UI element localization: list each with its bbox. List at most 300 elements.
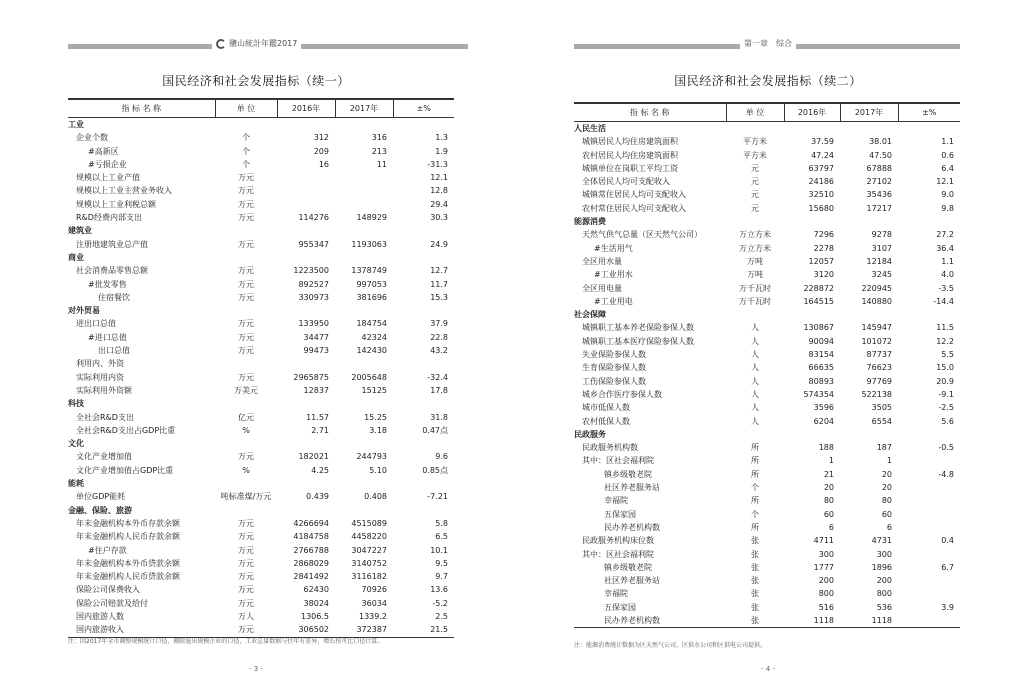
table-row — [68, 384, 454, 397]
value-2016-cell: 80893 — [808, 376, 834, 386]
indicator-name: 单位GDP能耗 — [76, 492, 126, 502]
value-2017-cell: 1 — [886, 456, 892, 466]
unit-cell: 万元 — [238, 332, 254, 342]
indicator-name: 国内旅游人数 — [76, 611, 124, 621]
indicator-name: 全社会R&D支出占GDP比重 — [76, 425, 176, 435]
value-2016-cell: 892527 — [298, 279, 329, 289]
table-header-row — [68, 99, 454, 118]
value-2017-cell — [335, 357, 393, 370]
value-2017-cell — [335, 477, 393, 490]
unit-cell: 个 — [242, 133, 250, 143]
value-2017-cell: 220945 — [861, 283, 892, 293]
indicator-name: 民政服务机构床位数 — [582, 536, 654, 546]
value-2016-cell: 1306.5 — [301, 611, 329, 621]
indicator-name: 保险公司保费收入 — [76, 585, 140, 595]
value-2017-cell: 15125 — [361, 385, 387, 395]
change-pct-cell: 43.2 — [430, 346, 448, 356]
change-pct-cell — [898, 494, 960, 507]
unit-cell: 人 — [751, 336, 759, 346]
change-pct-cell: 24.9 — [430, 239, 448, 249]
unit-cell: 张 — [751, 536, 759, 546]
change-pct-cell — [898, 548, 960, 561]
indicator-table — [574, 102, 960, 628]
unit-cell: 万立方米 — [739, 230, 771, 240]
indicator-name: 文化产业增加值 — [76, 452, 132, 462]
unit-cell: 个 — [242, 146, 250, 156]
indicator-name: 注册地建筑业总产值 — [76, 239, 148, 249]
unit-cell: % — [242, 425, 250, 435]
change-pct-cell: 3.9 — [941, 602, 954, 612]
change-pct-cell — [898, 308, 960, 321]
value-2017-cell — [840, 215, 898, 228]
table-row — [574, 149, 960, 162]
value-2017-cell: 1193063 — [351, 239, 387, 249]
indicator-name: 全区用水量 — [582, 256, 622, 266]
indicator-name: 实际利用外资额 — [76, 385, 132, 395]
table-row — [574, 188, 960, 201]
value-2017-cell: 997053 — [356, 279, 387, 289]
value-2016-cell: 11.57 — [306, 412, 329, 422]
table-row — [574, 481, 960, 494]
unit-cell: 万元 — [238, 186, 254, 196]
page-number: - 4 - — [761, 665, 775, 673]
indicator-name: 规模以上工业产值 — [76, 173, 140, 183]
change-pct-cell: 17.8 — [430, 385, 448, 395]
unit-cell: 个 — [242, 159, 250, 169]
change-pct-cell — [393, 224, 454, 237]
section-row — [574, 308, 960, 321]
unit-cell: 万吨 — [747, 256, 763, 266]
value-2017-cell: 1118 — [840, 614, 898, 628]
running-header: 第一章 综合 — [740, 38, 796, 49]
unit-cell — [215, 224, 277, 237]
footnote: 注：因2017年全市调整规模统计口径，剔除退出规模企业的口径，工业总量数据与往年有差异，增长按可比口径计算。 — [68, 638, 384, 645]
table-row — [574, 508, 960, 521]
value-2016-cell: 47.24 — [811, 150, 834, 160]
table-row — [574, 454, 960, 467]
table-row — [68, 517, 454, 530]
unit-cell: 万元 — [238, 532, 254, 542]
unit-cell: 万元 — [238, 598, 254, 608]
change-pct-cell: 12.2 — [936, 336, 954, 346]
indicator-name: 失业保险参保人数 — [582, 350, 646, 360]
value-2017-cell: 47.50 — [869, 150, 892, 160]
change-pct-cell — [898, 508, 960, 521]
unit-cell: 万元 — [238, 239, 254, 249]
indicator-name: 商业 — [68, 252, 84, 262]
indicator-name: #批发零售 — [88, 279, 127, 289]
value-2016-cell: 4266694 — [293, 518, 329, 528]
value-2017-cell: 0.408 — [364, 492, 387, 502]
change-pct-cell: 9.7 — [435, 572, 448, 582]
table-row — [68, 490, 454, 503]
unit-cell: 万立方米 — [739, 243, 771, 253]
change-pct-cell: 29.4 — [430, 199, 448, 209]
column-header: ±% — [898, 103, 960, 122]
value-2016-cell — [277, 437, 335, 450]
unit-cell — [726, 215, 784, 228]
value-2016-cell: 15680 — [808, 203, 834, 213]
indicator-table — [68, 98, 454, 638]
unit-cell — [726, 308, 784, 321]
value-2017-cell: 42324 — [361, 332, 387, 342]
indicator-name: 能源消费 — [574, 217, 606, 227]
change-pct-cell: 12.7 — [430, 266, 448, 276]
table-row — [68, 158, 454, 171]
table-row — [574, 162, 960, 175]
value-2016-cell — [784, 122, 840, 136]
value-2017-cell: 12184 — [866, 256, 892, 266]
change-pct-cell: 27.2 — [936, 230, 954, 240]
change-pct-cell — [393, 437, 454, 450]
change-pct-cell: 22.8 — [430, 332, 448, 342]
value-2016-cell: 1777 — [813, 562, 834, 572]
table-row — [574, 601, 960, 614]
unit-cell — [215, 357, 277, 370]
column-header: 2017年 — [840, 103, 898, 122]
indicator-name: 保险公司赔款及给付 — [76, 598, 148, 608]
indicator-name: 进出口总值 — [76, 319, 116, 329]
unit-cell: 所 — [751, 522, 759, 532]
indicator-name: 民政服务 — [574, 429, 606, 439]
value-2016-cell: 130867 — [803, 323, 834, 333]
unit-cell: 万元 — [238, 266, 254, 276]
indicator-name: 年末金融机构人民币贷款余额 — [76, 572, 180, 582]
table-row — [574, 401, 960, 414]
table-header-row — [574, 103, 960, 122]
running-header — [212, 38, 301, 49]
indicator-name: #亏损企业 — [88, 159, 127, 169]
value-2017-cell: 11 — [376, 159, 387, 169]
value-2016-cell: 62430 — [303, 585, 329, 595]
indicator-name: 城乡合作医疗参保人数 — [582, 389, 662, 399]
indicator-name: 实际利用内资 — [76, 372, 124, 382]
value-2016-cell — [277, 118, 335, 132]
value-2017-cell: 3107 — [871, 243, 892, 253]
change-pct-cell — [898, 454, 960, 467]
value-2017-cell: 3505 — [871, 403, 892, 413]
value-2016-cell: 209 — [313, 146, 329, 156]
value-2017-cell: 200 — [876, 576, 892, 586]
indicator-name: 生育保险参保人数 — [582, 363, 646, 373]
value-2016-cell: 12057 — [808, 256, 834, 266]
table-row — [574, 282, 960, 295]
indicator-name: 城镇单位在岗职工平均工资 — [582, 163, 678, 173]
value-2017-cell: 187 — [876, 443, 892, 453]
table-row — [574, 335, 960, 348]
change-pct-cell: 30.3 — [430, 213, 448, 223]
change-pct-cell: 0.85点 — [422, 465, 448, 475]
footnote: 注：能源消费统计数据为区天然气公司、区供水公司和区供电公司提供。 — [574, 642, 767, 649]
change-pct-cell: -5.2 — [432, 598, 448, 608]
unit-cell: 元 — [751, 203, 759, 213]
change-pct-cell — [898, 587, 960, 600]
table-row — [574, 255, 960, 268]
indicator-name: 民政服务机构数 — [582, 443, 638, 453]
change-pct-cell: 36.4 — [936, 243, 954, 253]
change-pct-cell — [898, 428, 960, 441]
value-2016-cell: 21 — [823, 469, 834, 479]
value-2017-cell: 316 — [371, 133, 387, 143]
right-page — [512, 0, 1024, 700]
value-2017-cell: 148929 — [356, 213, 387, 223]
value-2016-cell — [277, 304, 335, 317]
indicator-name: 企业个数 — [76, 133, 108, 143]
value-2016-cell: 2965875 — [293, 372, 329, 382]
indicator-name: 其中：区社会福利院 — [582, 549, 654, 559]
unit-cell: 万元 — [238, 585, 254, 595]
unit-cell: 万元 — [238, 346, 254, 356]
value-2016-cell: 2841492 — [293, 572, 329, 582]
value-2016-cell: 2.71 — [311, 425, 329, 435]
indicator-name: 民办养老机构数 — [604, 522, 660, 532]
value-2017-cell: 20 — [881, 483, 892, 493]
unit-cell: 万元 — [238, 545, 254, 555]
indicator-name: 天然气供气总量（区天然气公司） — [582, 230, 702, 240]
indicator-name: 国内旅游收入 — [68, 623, 215, 637]
indicator-name: 五保家园 — [604, 602, 636, 612]
table-body — [574, 122, 960, 628]
value-2017-cell: 244793 — [356, 452, 387, 462]
value-2017-cell: 142430 — [356, 346, 387, 356]
change-pct-cell: 5.6 — [941, 416, 954, 426]
unit-cell: 张 — [751, 562, 759, 572]
value-2017-cell — [335, 198, 393, 211]
value-2017-cell: 381696 — [356, 292, 387, 302]
value-2017-cell: 67888 — [866, 163, 892, 173]
value-2016-cell: 2766788 — [293, 545, 329, 555]
value-2016-cell: 16 — [318, 159, 329, 169]
change-pct-cell: -3.5 — [938, 283, 954, 293]
value-2017-cell: 60 — [881, 509, 892, 519]
value-2016-cell: 2278 — [813, 243, 834, 253]
unit-cell — [215, 477, 277, 490]
value-2016-cell: 12837 — [303, 385, 329, 395]
table-row — [574, 242, 960, 255]
change-pct-cell: 1.3 — [435, 133, 448, 143]
change-pct-cell: -4.8 — [938, 469, 954, 479]
value-2016-cell: 7296 — [813, 230, 834, 240]
value-2017-cell: 145947 — [861, 323, 892, 333]
unit-cell: 张 — [751, 576, 759, 586]
table-row — [574, 415, 960, 428]
indicator-name: 五保家园 — [604, 509, 636, 519]
indicator-name: 城镇居民人均住房建筑面积 — [582, 137, 678, 147]
change-pct-cell: -14.4 — [933, 296, 954, 306]
table-row — [574, 574, 960, 587]
table-row — [68, 583, 454, 596]
unit-cell: 人 — [751, 403, 759, 413]
section-row — [68, 397, 454, 410]
section-row — [574, 215, 960, 228]
unit-cell: 万元 — [238, 173, 254, 183]
change-pct-cell: -2.5 — [938, 403, 954, 413]
table-row — [68, 597, 454, 610]
value-2017-cell — [335, 184, 393, 197]
indicator-name: 幸福院 — [604, 496, 628, 506]
table-row — [68, 344, 454, 357]
indicator-name: 规模以上工业利税总额 — [76, 199, 156, 209]
value-2016-cell: 2868029 — [293, 558, 329, 568]
table-row — [574, 614, 960, 628]
indicator-name: 城镇职工基本医疗保险参保人数 — [582, 336, 694, 346]
indicator-name: 全体居民人均可支配收入 — [582, 177, 670, 187]
indicator-name: 社区养老服务站 — [604, 483, 660, 493]
unit-cell: 张 — [751, 589, 759, 599]
value-2016-cell: 4.25 — [311, 465, 329, 475]
value-2017-cell: 3.18 — [369, 425, 387, 435]
unit-cell: 万千瓦时 — [739, 283, 771, 293]
unit-cell — [215, 397, 277, 410]
change-pct-cell: 0.47点 — [422, 425, 448, 435]
indicator-name: 年末金融机构本外币贷款余额 — [76, 558, 180, 568]
table-row — [574, 587, 960, 600]
value-2017-cell: 35436 — [866, 190, 892, 200]
table-row — [574, 268, 960, 281]
change-pct-cell — [898, 521, 960, 534]
value-2017-cell — [335, 118, 393, 132]
unit-cell: 平方米 — [743, 150, 767, 160]
indicator-name: #生活用气 — [594, 243, 633, 253]
value-2016-cell: 0.439 — [306, 492, 329, 502]
unit-cell — [215, 437, 277, 450]
change-pct-cell — [393, 304, 454, 317]
value-2016-cell: 3596 — [813, 403, 834, 413]
value-2017-cell: 17217 — [866, 203, 892, 213]
value-2017-cell: 536 — [876, 602, 892, 612]
change-pct-cell: 1.9 — [435, 146, 448, 156]
unit-cell: 所 — [751, 456, 759, 466]
value-2016-cell — [784, 428, 840, 441]
unit-cell: 万元 — [215, 623, 277, 637]
value-2017-cell — [840, 308, 898, 321]
change-pct-cell: 9.8 — [941, 203, 954, 213]
value-2017-cell — [840, 428, 898, 441]
value-2017-cell: 3245 — [871, 270, 892, 280]
unit-cell: 元 — [751, 177, 759, 187]
value-2016-cell: 4711 — [813, 536, 834, 546]
indicator-name: 对外贸易 — [68, 306, 100, 316]
value-2017-cell: 4515089 — [351, 518, 387, 528]
change-pct-cell — [393, 477, 454, 490]
value-2016-cell: 312 — [313, 133, 329, 143]
table-row — [68, 198, 454, 211]
section-row — [68, 477, 454, 490]
indicator-name: 文化 — [68, 439, 84, 449]
value-2016-cell — [277, 504, 335, 517]
table-row — [68, 131, 454, 144]
unit-cell: 人 — [751, 389, 759, 399]
table-row — [574, 388, 960, 401]
unit-cell: 亿元 — [238, 412, 254, 422]
unit-cell: 张 — [751, 602, 759, 612]
change-pct-cell: 9.5 — [435, 558, 448, 568]
value-2017-cell: 80 — [881, 496, 892, 506]
table-row — [574, 441, 960, 454]
table-row — [68, 357, 454, 370]
indicator-name: 城镇常住居民人均可支配收入 — [582, 190, 686, 200]
value-2017-cell: 4458220 — [351, 532, 387, 542]
indicator-name: 能耗 — [68, 479, 84, 489]
value-2016-cell: 1 — [828, 456, 834, 466]
value-2016-cell: 200 — [818, 576, 834, 586]
value-2016-cell — [277, 477, 335, 490]
value-2017-cell — [335, 437, 393, 450]
unit-cell: 万元 — [238, 292, 254, 302]
table-row — [68, 171, 454, 184]
change-pct-cell: 15.3 — [430, 292, 448, 302]
table-row — [574, 175, 960, 188]
change-pct-cell — [898, 481, 960, 494]
unit-cell: 平方米 — [743, 137, 767, 147]
indicator-name: #进口总值 — [88, 332, 127, 342]
value-2016-cell: 60 — [823, 509, 834, 519]
value-2017-cell: 184754 — [356, 319, 387, 329]
indicator-name: 其中：区社会福利院 — [582, 456, 654, 466]
indicator-name: 全社会R&D支出 — [76, 412, 134, 422]
value-2017-cell — [335, 171, 393, 184]
value-2017-cell: 6554 — [871, 416, 892, 426]
section-row — [68, 118, 454, 132]
unit-cell — [215, 504, 277, 517]
value-2017-cell: 9278 — [871, 230, 892, 240]
unit-cell — [215, 304, 277, 317]
value-2016-cell: 3120 — [813, 270, 834, 280]
change-pct-cell: 9.0 — [941, 190, 954, 200]
change-pct-cell — [898, 215, 960, 228]
column-header: 2016年 — [277, 99, 335, 118]
change-pct-cell: 2.5 — [435, 611, 448, 621]
table-row — [574, 548, 960, 561]
indicator-name: 科技 — [68, 399, 84, 409]
value-2016-cell: 66635 — [808, 363, 834, 373]
section-row — [68, 504, 454, 517]
value-2017-cell: 15.25 — [364, 412, 387, 422]
change-pct-cell: 0.6 — [941, 150, 954, 160]
column-header: 单 位 — [726, 103, 784, 122]
change-pct-cell: -32.4 — [427, 372, 448, 382]
table-row — [574, 321, 960, 334]
value-2016-cell — [277, 357, 335, 370]
value-2016-cell: 1223500 — [293, 266, 329, 276]
unit-cell: 万元 — [238, 518, 254, 528]
table-row — [68, 264, 454, 277]
value-2017-cell: 76623 — [866, 363, 892, 373]
value-2016-cell: 574354 — [803, 389, 834, 399]
section-row — [68, 224, 454, 237]
value-2017-cell: 20 — [881, 469, 892, 479]
change-pct-cell: 1.1 — [941, 256, 954, 266]
section-row — [574, 428, 960, 441]
unit-cell: 人 — [751, 350, 759, 360]
indicator-name: 规模以上工业主营业务收入 — [76, 186, 172, 196]
value-2016-cell — [277, 251, 335, 264]
column-header: 2016年 — [784, 103, 840, 122]
section-row — [68, 437, 454, 450]
value-2017-cell — [335, 224, 393, 237]
value-2016-cell: 4184758 — [293, 532, 329, 542]
change-pct-cell: 5.5 — [941, 350, 954, 360]
page-title: 国民经济和社会发展指标（续二） — [674, 74, 862, 88]
table-row — [574, 135, 960, 148]
unit-cell: 万美元 — [234, 385, 258, 395]
value-2016-cell: 38024 — [303, 598, 329, 608]
value-2016-cell — [784, 308, 840, 321]
table-row — [68, 238, 454, 251]
change-pct-cell: 21.5 — [393, 623, 454, 637]
table-row — [68, 331, 454, 344]
change-pct-cell: 11.7 — [430, 279, 448, 289]
